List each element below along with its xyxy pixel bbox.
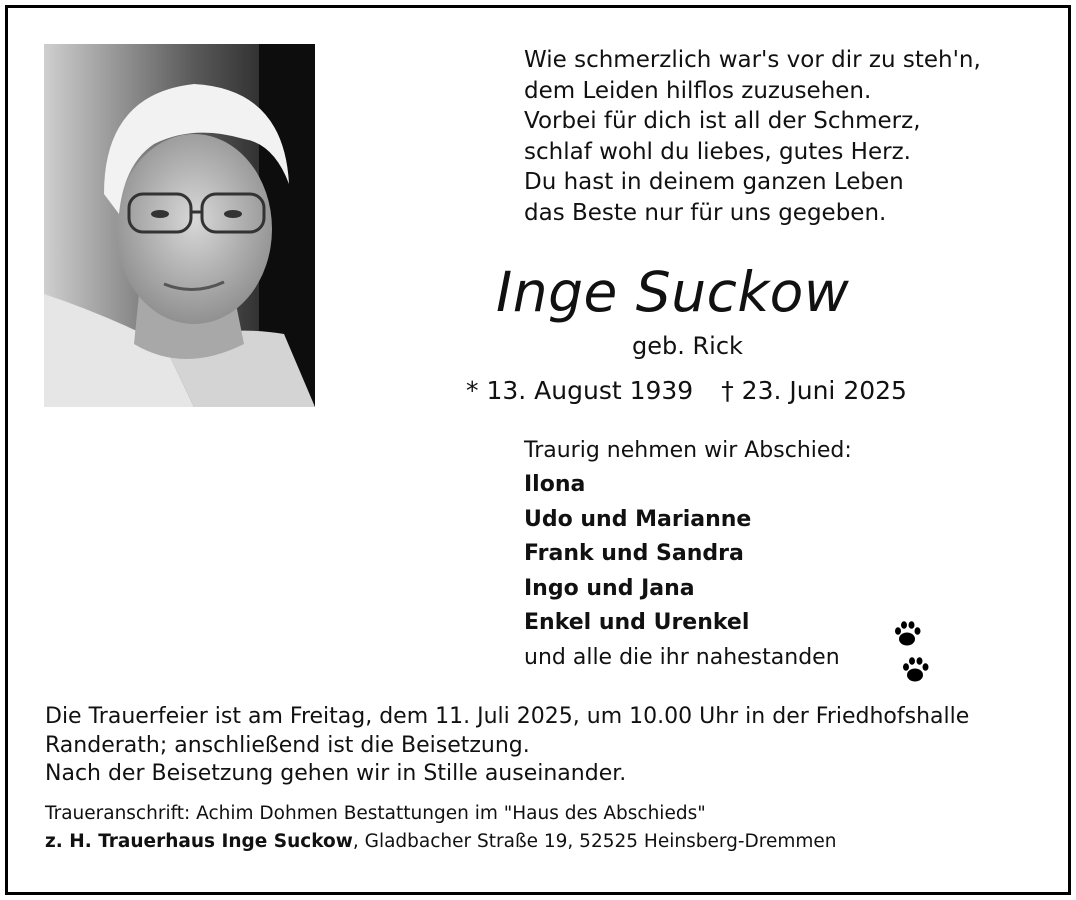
paw-print-icon: [901, 656, 931, 684]
mourners-block: [524, 434, 944, 675]
family-member: Enkel und Urenkel: [524, 610, 750, 635]
life-dates: [466, 376, 907, 405]
service-line: Randerath; anschließend ist die Beisetzung.: [45, 732, 530, 758]
address-line-2: [45, 828, 1045, 856]
service-line: Die Trauerfeier ist am Freitag, dem 11. Juli 2025, um 10.00 Uhr in der Friedhofshalle: [45, 704, 970, 729]
poem-line: Du hast in deinem ganzen Leben: [524, 169, 904, 195]
birth-name: geb. Rick: [632, 332, 743, 360]
poem-line: Wie schmerzlich war's vor dir zu steh'n,: [524, 47, 981, 73]
poem: [524, 45, 1024, 228]
poem-line: das Beste nur für uns gegeben.: [524, 199, 887, 226]
mourners-intro: Traurig nehmen wir Abschied:: [524, 438, 852, 463]
address-street: , Gladbacher Straße 19, 52525 Heinsberg-Dremmen: [352, 831, 837, 852]
poem-line: dem Leiden hilflos zuzusehen.: [524, 77, 872, 104]
family-member: Ingo und Jana: [524, 575, 695, 601]
deceased-name: Inge Suckow: [496, 260, 850, 324]
family-member: Ilona: [524, 472, 586, 497]
family-member: Frank und Sandra: [524, 541, 744, 566]
poem-line: schlaf wohl du liebes, gutes Herz.: [524, 138, 911, 165]
address-recipient: z. H. Trauerhaus Inge Suckow: [45, 831, 353, 852]
portrait-photo: [44, 44, 315, 407]
mourners-outro: und alle die ihr nahestanden: [524, 644, 840, 670]
family-member: Udo und Marianne: [524, 506, 752, 532]
service-info: [45, 703, 1045, 789]
poem-line: Vorbei für dich ist all der Schmerz,: [524, 108, 921, 134]
service-line: Nach der Beisetzung gehen wir in Stille auseinander.: [45, 761, 627, 786]
birth-date: * 13. August 1939: [466, 376, 694, 405]
address-line-1: Traueranschrift: Achim Dohmen Bestattungen im "Haus des Abschieds": [45, 803, 706, 824]
mourning-address: [45, 800, 1045, 856]
paw-print-icon: [893, 620, 923, 648]
death-date: † 23. Juni 2025: [721, 376, 907, 405]
